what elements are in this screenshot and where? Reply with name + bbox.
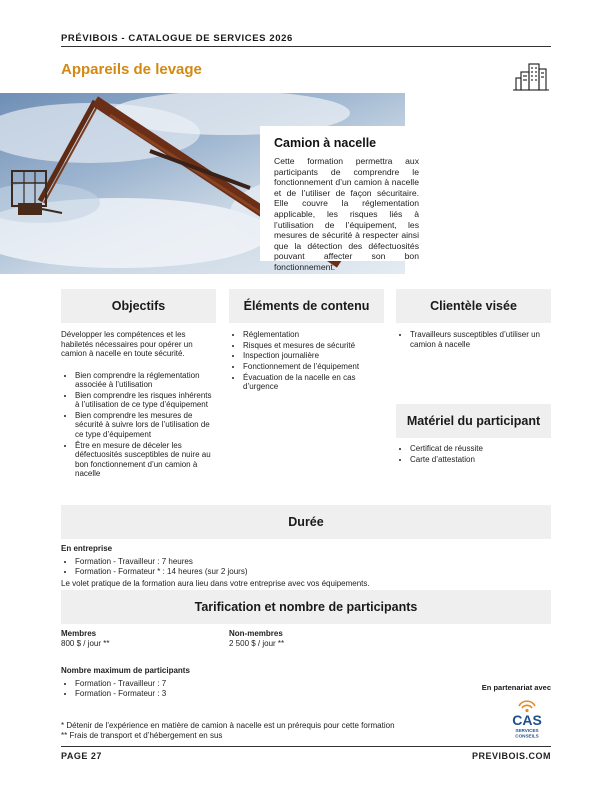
list-item: • Inspection journalière — [243, 351, 384, 361]
partner-label: En partenariat avec — [481, 683, 551, 692]
list-item: • Formation - Formateur : 3 — [75, 689, 361, 699]
objectifs-heading: Objectifs — [61, 289, 216, 323]
page-number: PAGE 27 — [61, 751, 102, 761]
list-item: • Carte d’attestation — [410, 455, 551, 465]
list-item: • Bien comprendre les risques inhérents à l’utilisation de ce type d’équipement — [75, 391, 216, 410]
duree-subtitle: En entreprise — [61, 544, 113, 553]
materiel-section — [396, 444, 551, 465]
duree-list — [61, 557, 551, 577]
list-item: • Évacuation de la nacelle en cas d’urgence — [243, 373, 384, 392]
duree-heading: Durée — [61, 505, 551, 539]
objectifs-section — [61, 330, 216, 480]
list-item: • Formation - Travailleur : 7 heures — [75, 557, 551, 567]
list-item: • Bien comprendre les mesures de sécurité à suivre lors de l’utilisation de ce type d’équipement — [75, 411, 216, 440]
list-item: • Certificat de réussite — [410, 444, 551, 454]
materiel-list — [396, 444, 551, 464]
footnote-1: * Détenir de l’expérience en matière de camion à nacelle est un prérequis pour cette formation — [61, 721, 395, 730]
nonmembres-label: Non-membres — [229, 629, 283, 638]
catalog-header: PRÉVIBOIS - CATALOGUE DE SERVICES 2026 — [61, 33, 293, 44]
contenu-list — [229, 330, 384, 392]
nonmembres-price: 2 500 $ / jour ** — [229, 638, 285, 648]
list-item: • Risques et mesures de sécurité — [243, 341, 384, 351]
materiel-heading: Matériel du participant — [396, 404, 551, 438]
footnote-2: ** Frais de transport et d’hébergement en sus — [61, 731, 223, 740]
clientele-list — [396, 330, 551, 349]
intro-panel — [260, 126, 433, 272]
duree-section — [61, 544, 551, 588]
membres-block — [61, 629, 211, 648]
header-divider — [61, 46, 551, 47]
clientele-section — [396, 330, 551, 350]
logo-sub2: CONSEILS — [515, 733, 539, 739]
contenu-heading: Éléments de contenu — [229, 289, 384, 323]
logo-text: CAS — [512, 712, 542, 728]
objectifs-intro: Développer les compétences et les habiletés nécessaires pour opérer un camion à nacelle en toute sécurité. — [61, 330, 193, 358]
max-participants-label: Nombre maximum de participants — [61, 666, 190, 675]
list-item: • Bien comprendre la réglementation associée à l’utilisation — [75, 371, 216, 390]
list-item: • Être en mesure de déceler les défectuosités susceptibles de nuire au bon fonctionnement d’un camion à nacelle — [75, 441, 216, 479]
list-item: • Réglementation — [243, 330, 384, 340]
objectifs-list — [61, 371, 216, 479]
max-participants-block — [61, 666, 361, 700]
section-title: Appareils de levage — [61, 61, 202, 78]
cas-services-conseils-logo — [505, 696, 549, 740]
clientele-heading: Clientèle visée — [396, 289, 551, 323]
tarification-heading: Tarification et nombre de participants — [61, 590, 551, 624]
website-link[interactable]: PREVIBOIS.COM — [471, 751, 551, 761]
course-description: Cette formation permettra aux participants de comprendre le fonctionnement d’un camion à nacelle et de l’utiliser de façon sécuritaire. Elle couvre la réglementation applicable, les risques liés à l’utilisation de l’équipement, les mesures de sécurité à respecter ainsi que la détection des défectuosités pouvant affecter son bon fonctionnement. — [274, 156, 419, 272]
list-item: • Travailleurs susceptibles d’utiliser un camion à nacelle — [410, 330, 551, 349]
logo-sub1: SERVICES — [515, 728, 539, 733]
buildings-icon — [512, 60, 550, 94]
membres-label: Membres — [61, 629, 97, 638]
list-item: • Formation - Formateur * : 14 heures (sur 2 jours) — [75, 567, 551, 577]
course-title: Camion à nacelle — [274, 136, 377, 150]
nonmembres-block — [229, 629, 379, 648]
duree-note: Le volet pratique de la formation aura lieu dans votre entreprise avec vos équipements. — [61, 578, 370, 588]
contenu-section — [229, 330, 384, 393]
footer-divider — [61, 746, 551, 747]
membres-price: 800 $ / jour ** — [61, 638, 110, 648]
max-participants-list — [61, 679, 361, 699]
list-item: • Fonctionnement de l’équipement — [243, 362, 384, 372]
list-item: • Formation - Travailleur : 7 — [75, 679, 361, 689]
footnotes — [61, 721, 395, 741]
